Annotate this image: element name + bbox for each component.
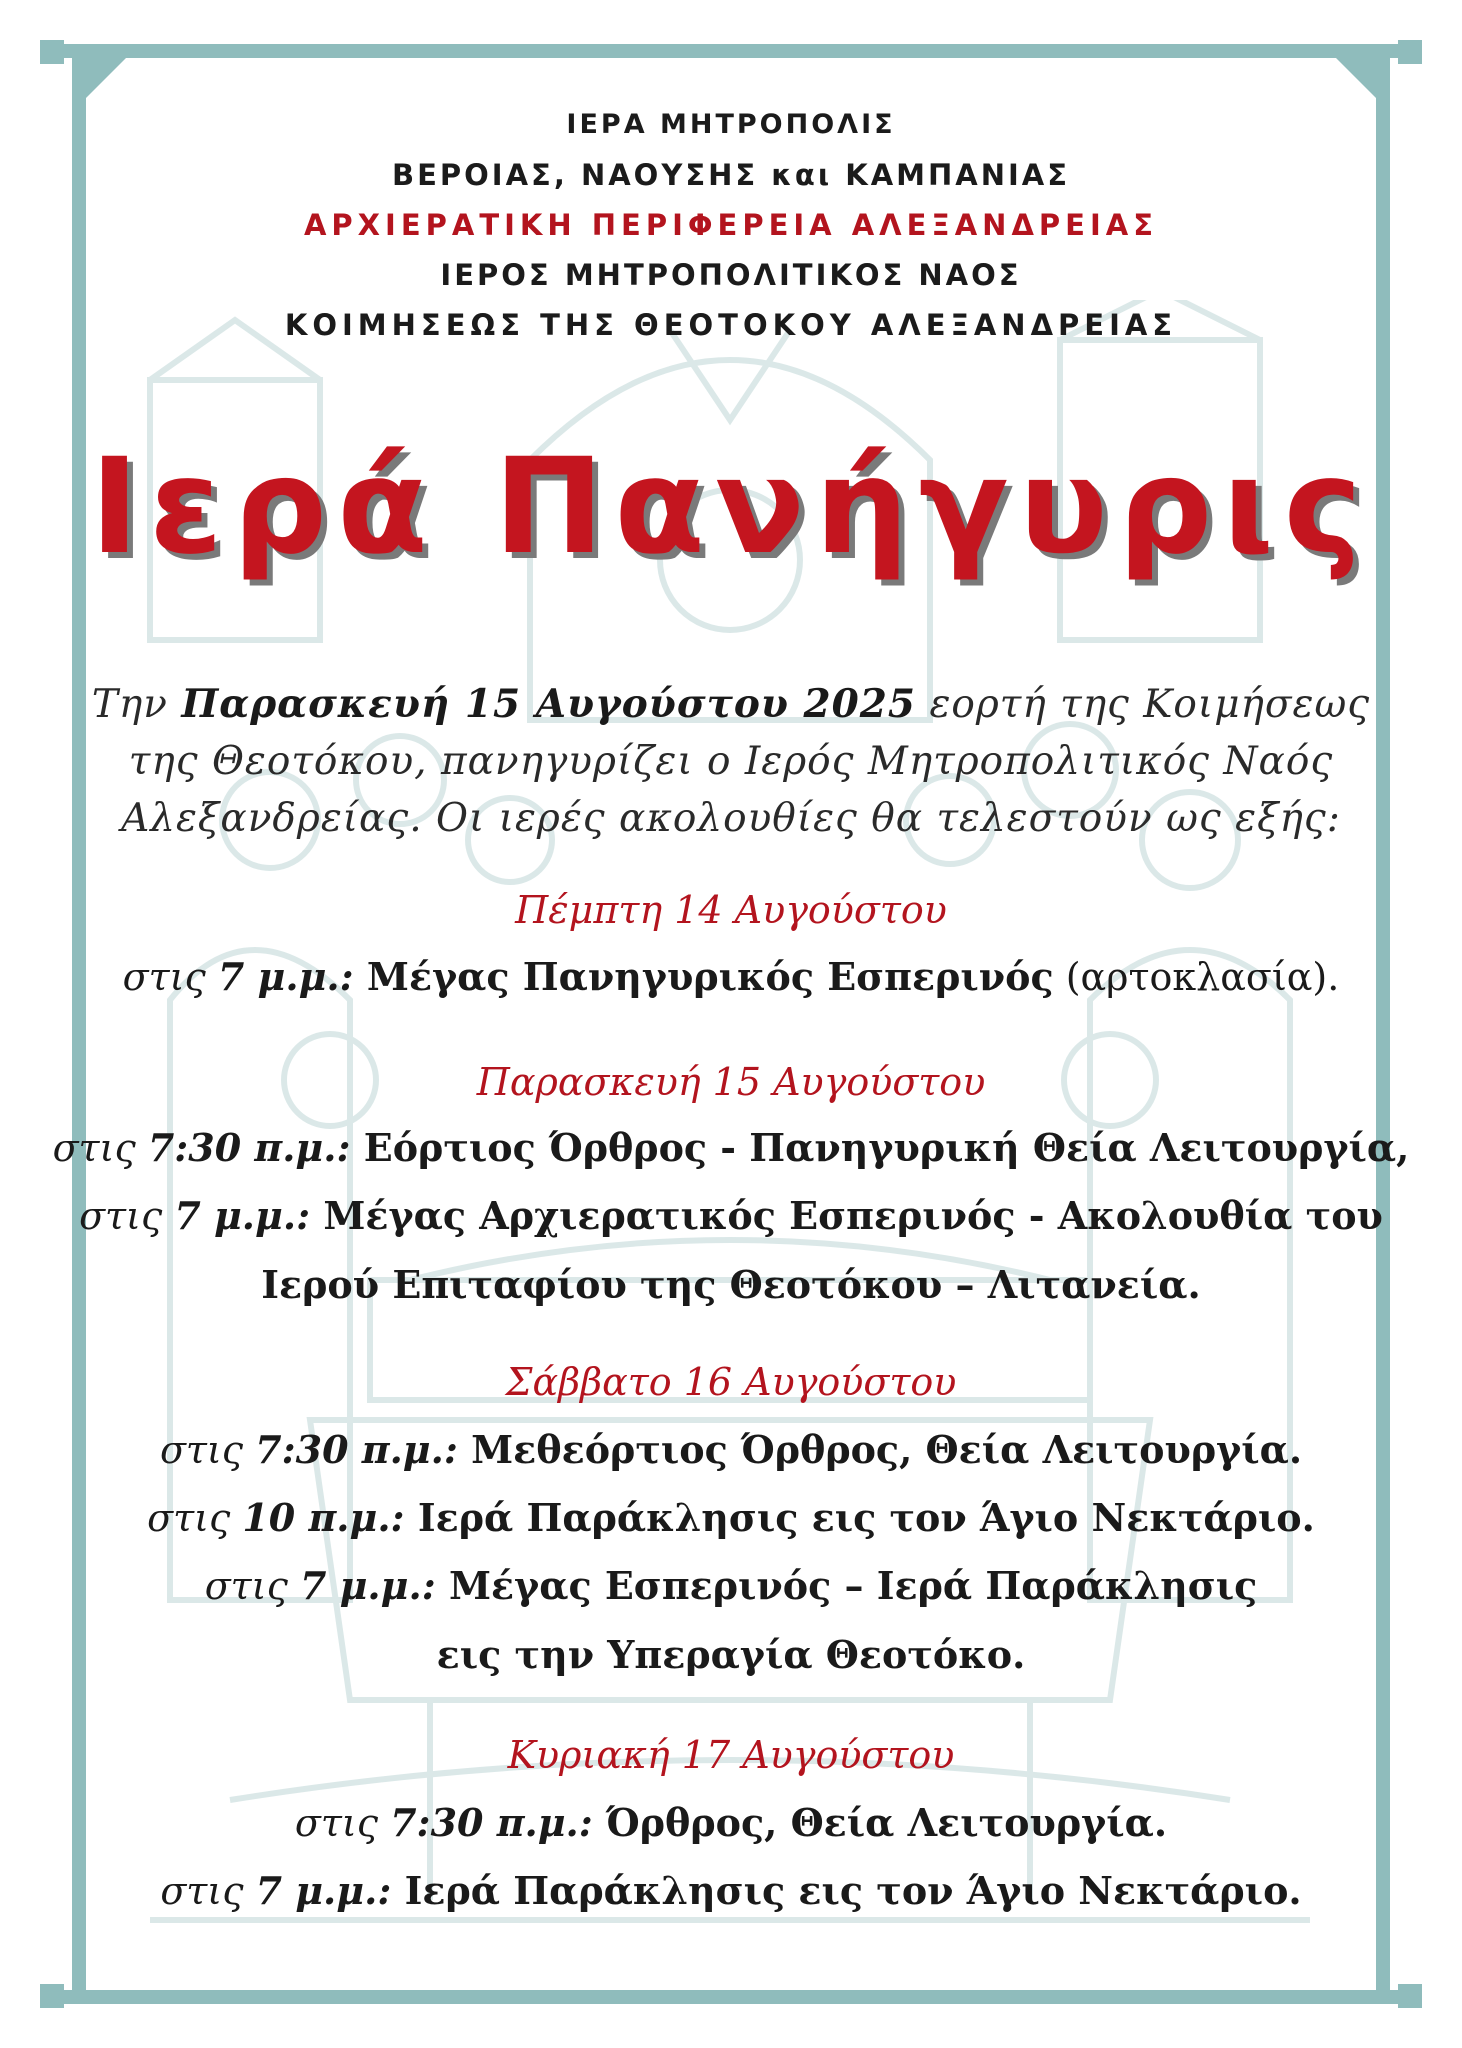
intro-paragraph <box>0 676 1462 847</box>
corner-ornament-top-left-icon <box>86 58 126 98</box>
header-line-district: ΑΡΧΙΕΡΑΤΙΚΗ ΠΕΡΙΦΕΡΕΙΑ ΑΛΕΞΑΝΔΡΕΙΑΣ <box>303 208 1159 242</box>
service-prefix: στις <box>159 1428 256 1472</box>
service-prefix: στις <box>122 955 218 999</box>
service-time: 7 μ.μ.: <box>299 1563 436 1608</box>
service-line <box>0 1427 1462 1472</box>
service-time: 7:30 π.μ.: <box>147 1125 351 1170</box>
service-name: Μεθεόρτιος Όρθρος, Θεία Λειτουργία. <box>457 1427 1303 1472</box>
service-line <box>0 1800 1462 1845</box>
service-line <box>0 1193 1462 1238</box>
service-name: Μέγας Εσπερινός – Ιερά Παράκλησις <box>435 1563 1258 1608</box>
service-line <box>0 1632 1462 1677</box>
frame-top-band <box>44 44 1418 58</box>
service-name: Ιερού Επιταφίου της Θεοτόκου – Λιτανεία. <box>261 1262 1201 1307</box>
service-time: 7 μ.μ.: <box>174 1193 311 1238</box>
intro-line-2: της Θεοτόκου, πανηγυρίζει ο Ιερός Μητροπολιτικός Ναός <box>128 739 1334 784</box>
day-heading: Πέμπτη 14 Αυγούστου <box>515 888 947 932</box>
service-time: 7:30 π.μ.: <box>390 1800 593 1845</box>
page-title: Ιερά Πανήγυρις <box>90 430 1372 584</box>
service-line <box>0 1125 1462 1170</box>
header-line-diocese: ΒΕΡΟΙΑΣ, ΝΑΟΥΣΗΣ και ΚΑΜΠΑΝΙΑΣ <box>391 158 1071 192</box>
service-prefix: στις <box>160 1869 256 1913</box>
service-name: Ιερά Παράκλησις εις τον Άγιο Νεκτάριο. <box>391 1868 1302 1913</box>
intro-line-3: Αλεξανδρείας. Οι ιερές ακολουθίες θα τελεστούν ως εξής: <box>121 796 1341 841</box>
service-line <box>0 1563 1462 1608</box>
service-line <box>0 1868 1462 1913</box>
service-prefix: στις <box>147 1496 243 1540</box>
frame-bottom-band <box>44 1990 1418 2004</box>
corner-bottom-right-icon <box>1398 1984 1422 2008</box>
day-heading: Κυριακή 17 Αυγούστου <box>507 1733 955 1777</box>
service-time: 7 μ.μ.: <box>217 954 354 999</box>
corner-top-left-icon <box>40 40 64 64</box>
intro-date: Παρασκευή 15 Αυγούστου 2025 <box>181 681 917 727</box>
service-name: Μέγας Αρχιερατικός Εσπερινός - Ακολουθία του <box>310 1193 1383 1238</box>
service-line <box>0 1262 1462 1307</box>
service-name: Μέγας Πανηγυρικός Εσπερινός <box>353 954 1054 999</box>
service-name: Όρθρος, Θεία Λειτουργία. <box>592 1800 1168 1845</box>
corner-top-right-icon <box>1398 40 1422 64</box>
service-prefix: στις <box>79 1194 175 1238</box>
corner-ornament-top-right-icon <box>1336 58 1376 98</box>
intro-line-1 <box>0 676 1462 733</box>
service-time: 10 π.μ.: <box>242 1495 405 1540</box>
service-line <box>0 1495 1462 1540</box>
service-line <box>0 954 1462 999</box>
service-name: Εόρτιος Όρθρος - Πανηγυρική Θεία Λειτουργία, <box>350 1125 1410 1170</box>
service-prefix: στις <box>204 1564 300 1608</box>
intro-text: Την <box>91 682 182 727</box>
service-prefix: στις <box>52 1126 148 1170</box>
diocese-header <box>0 100 1462 350</box>
service-time: 7:30 π.μ.: <box>255 1427 458 1472</box>
day-heading: Σάββατο 16 Αυγούστου <box>505 1360 957 1404</box>
service-name: εις την Υπεραγία Θεοτόκο. <box>436 1632 1026 1677</box>
day-heading: Παρασκευή 15 Αυγούστου <box>476 1060 986 1104</box>
service-name: Ιερά Παράκλησις εις τον Άγιο Νεκτάριο. <box>404 1495 1315 1540</box>
header-line-dedication: ΚΟΙΜΗΣΕΩΣ ΤΗΣ ΘΕΟΤΟΚΟΥ ΑΛΕΞΑΝΔΡΕΙΑΣ <box>284 308 1178 342</box>
intro-text: εορτή της Κοιμήσεως <box>916 682 1371 727</box>
service-note: (αρτοκλασία). <box>1053 955 1340 999</box>
corner-bottom-left-icon <box>40 1984 64 2008</box>
header-line-cathedral: ΙΕΡΟΣ ΜΗΤΡΟΠΟΛΙΤΙΚΟΣ ΝΑΟΣ <box>440 258 1022 292</box>
header-line-metropolis: ΙΕΡΑ ΜΗΤΡΟΠΟΛΙΣ <box>566 109 896 140</box>
service-time: 7 μ.μ.: <box>255 1868 392 1913</box>
service-prefix: στις <box>294 1801 391 1845</box>
